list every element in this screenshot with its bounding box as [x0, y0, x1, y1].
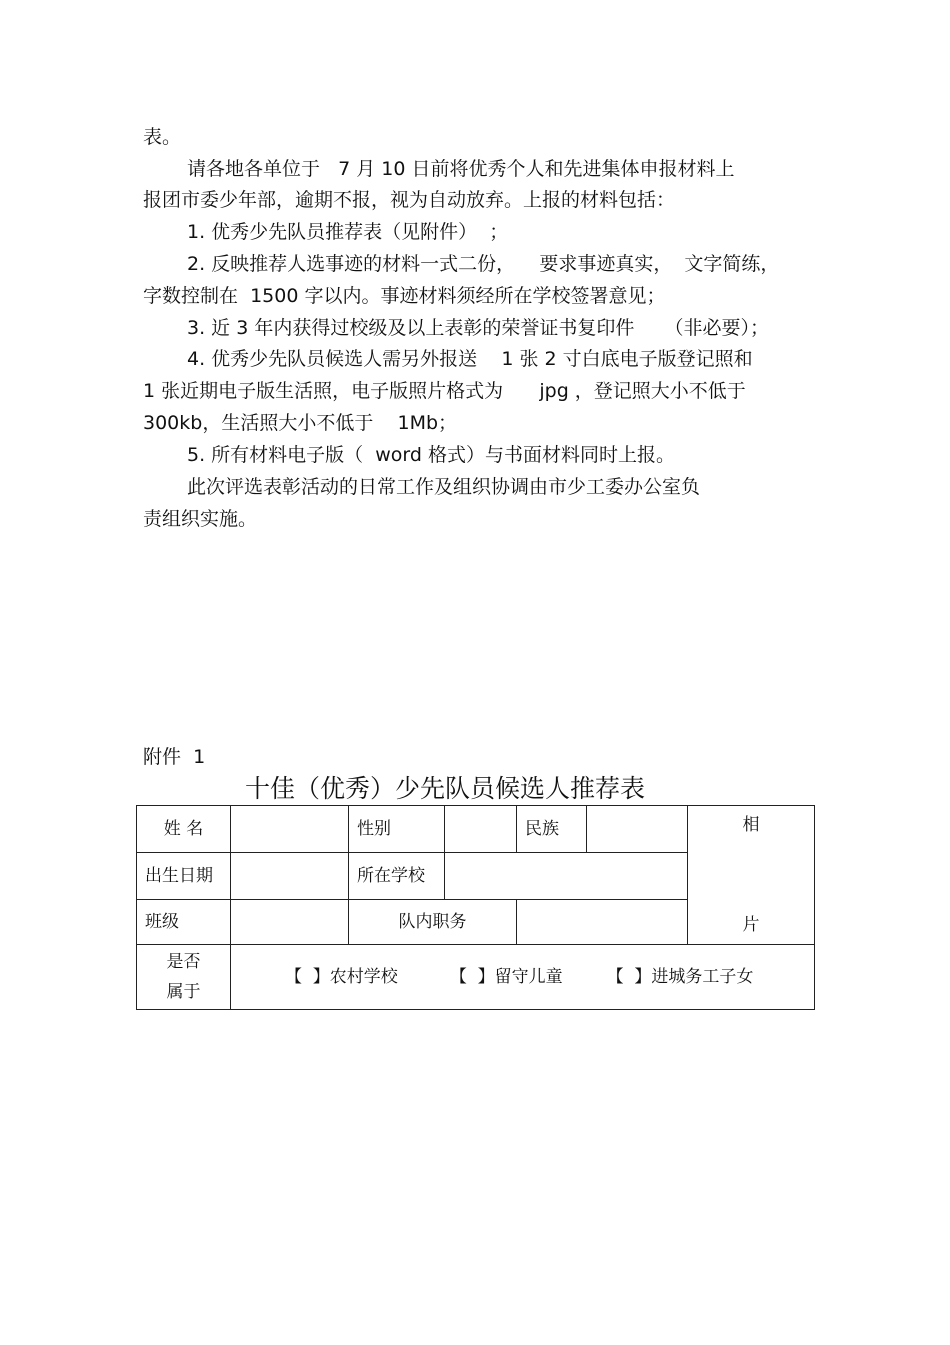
class-field[interactable] — [231, 900, 349, 945]
position-field[interactable] — [517, 900, 688, 945]
paragraph-line: 表。 — [143, 126, 182, 148]
belong-label-line-2: 属于 — [166, 982, 201, 1002]
photo-box[interactable] — [688, 806, 815, 945]
name-field[interactable] — [231, 806, 349, 853]
photo-label-bottom: 片 — [742, 915, 760, 935]
form-title: 十佳（优秀）少先队员候选人推荐表 — [245, 774, 646, 803]
ethnicity-field[interactable] — [587, 806, 688, 853]
recommendation-form-table — [136, 805, 815, 1010]
birthdate-field[interactable] — [231, 853, 349, 900]
gender-field[interactable] — [445, 806, 517, 853]
paragraph-line: 300kb，生活照大小不低于 1Mb； — [143, 412, 458, 434]
ethnicity-label: 民族 — [517, 806, 587, 853]
option-migrant-worker-children[interactable]: 【 】进城务工子女 — [606, 967, 754, 987]
paragraph-line: 此次评选表彰活动的日常工作及组织协调由市少工委办公室负 — [187, 476, 701, 498]
school-label: 所在学校 — [349, 853, 445, 900]
position-label: 队内职务 — [349, 900, 517, 945]
paragraph-line: 请各地各单位于 7 月 10 日前将优秀个人和先进集体申报材料上 — [187, 158, 735, 180]
list-item: 5. 所有材料电子版（ word 格式）与书面材料同时上报。 — [187, 444, 675, 466]
list-item: 3. 近 3 年内获得过校级及以上表彰的荣誉证书复印件 （非必要）； — [187, 317, 770, 339]
birthdate-label: 出生日期 — [137, 853, 231, 900]
photo-label-top: 相 — [742, 815, 760, 835]
annex-label: 附件 1 — [143, 746, 206, 768]
belong-options — [231, 945, 815, 1010]
option-left-behind-children[interactable]: 【 】留守儿童 — [449, 967, 563, 987]
belong-label — [137, 945, 231, 1010]
paragraph-line: 字数控制在 1500 字以内。事迹材料须经所在学校签署意见； — [143, 285, 666, 307]
list-item: 2. 反映推荐人选事迹的材料一式二份， 要求事迹真实， 文字简练， — [187, 253, 780, 275]
paragraph-line: 责组织实施。 — [143, 508, 258, 530]
class-label: 班级 — [137, 900, 231, 945]
list-item: 4. 优秀少先队员候选人需另外报送 1 张 2 寸白底电子版登记照和 — [187, 348, 753, 370]
option-rural-school[interactable]: 【 】农村学校 — [285, 967, 398, 987]
belong-label-line-1: 是否 — [166, 952, 201, 972]
list-item: 1. 优秀少先队员推荐表（见附件） ； — [187, 221, 509, 243]
paragraph-line: 报团市委少年部，逾期不报，视为自动放弃。上报的材料包括： — [143, 189, 676, 211]
name-label: 姓 名 — [137, 806, 231, 853]
paragraph-line: 1 张近期电子版生活照，电子版照片格式为 jpg ，登记照大小不低于 — [143, 380, 746, 402]
gender-label: 性别 — [349, 806, 445, 853]
school-field[interactable] — [445, 853, 688, 900]
